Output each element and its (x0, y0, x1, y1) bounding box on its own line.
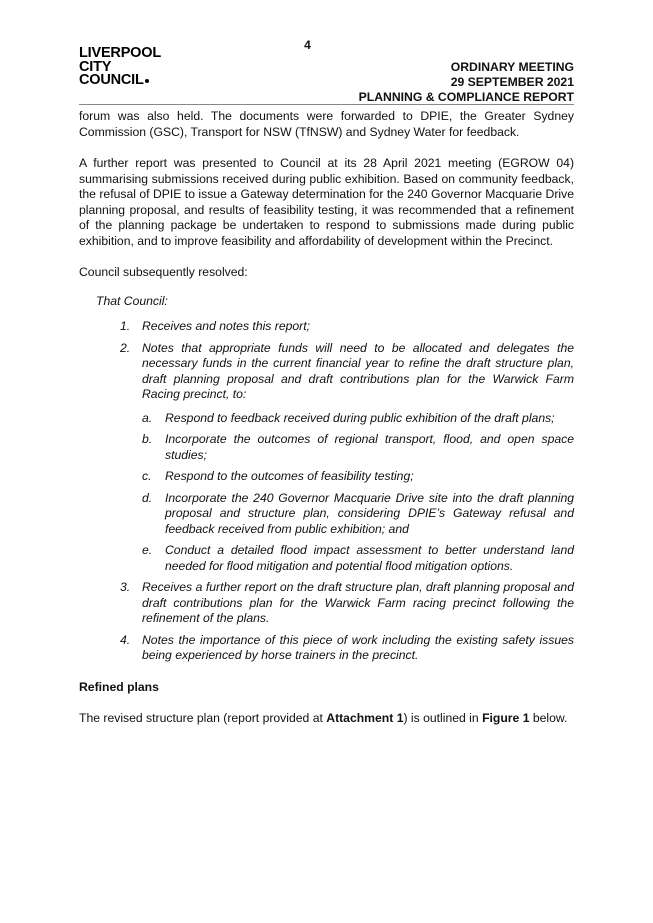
council-logo (79, 47, 161, 88)
sub-list-text: Conduct a detailed flood impact assessment to better understand land needed for flood mitigation and potential flood mitigation options. (165, 543, 574, 573)
sub-list-text: Respond to feedback received during public exhibition of the draft plans; (165, 410, 555, 425)
meeting-date: 29 SEPTEMBER 2021 (450, 75, 574, 89)
meeting-header (359, 60, 574, 105)
sub-list-text: Incorporate the 240 Governor Macquarie Drive site into the draft planning proposal and structure plan, considering DPIE’s Gateway refusal and feedback received from public exhibition; and (165, 490, 574, 536)
paragraph: A further report was presented to Council at its 28 April 2021 meeting (EGROW 04) summarising submissions received during public exhibition. Based on community feedback, the refusal of DPIE to issue a Gateway determination for the 240 Governor Macquarie Drive planning proposal, and results of feasibility testing, it was recommended that a refinement of the planning package be undertaken to respond to submissions made during public exhibition, and to improve feasibility and affordability of development within the Precinct. (79, 156, 574, 248)
sub-list-item (142, 469, 574, 485)
sub-list-item (142, 491, 574, 538)
document-body (79, 109, 574, 743)
list-number: 3. (120, 580, 131, 594)
list-number: 4. (120, 632, 131, 647)
sub-list-item (142, 543, 574, 574)
sub-list-letter: b. (142, 432, 153, 446)
sub-list (142, 411, 574, 575)
sub-list-item (142, 411, 574, 427)
sub-list-letter: d. (142, 490, 153, 505)
list-text: Notes the importance of this piece of work including the existing safety issues being experienced by horse trainers in the precinct. (142, 632, 574, 662)
logo-line: COUNCIL (79, 72, 144, 88)
list-text: Receives a further report on the draft structure plan, draft planning proposal and draft contributions plan for the Warwick Farm racing precinct following the refinement of the plans. (142, 580, 574, 625)
logo-line: LIVERPOOL (79, 45, 161, 61)
resolution-intro: That Council: (96, 293, 168, 308)
sub-list-letter: e. (142, 543, 153, 557)
meeting-type: ORDINARY MEETING (450, 60, 574, 74)
list-number: 2. (120, 340, 131, 355)
figure-reference: Figure 1 (482, 711, 530, 725)
logo-dot-icon (145, 79, 149, 83)
sub-list-text: Incorporate the outcomes of regional transport, flood, and open space studies; (165, 432, 574, 462)
list-text: Receives and notes this report; (142, 319, 311, 333)
text-run: below. (529, 711, 568, 725)
attachment-reference: Attachment 1 (326, 711, 404, 725)
sub-list-letter: c. (142, 469, 152, 483)
text-run: ) is outlined in (403, 711, 483, 725)
section-heading: Refined plans (79, 679, 159, 694)
report-type: PLANNING & COMPLIANCE REPORT (358, 90, 574, 104)
sub-list-letter: a. (142, 410, 153, 425)
resolution-list (79, 319, 574, 664)
list-text: Notes that appropriate funds will need to be allocated and delegates the necessary funds in the current financial year to refine the draft structure plan, draft planning proposal and draft contributions plan for the Warwick Farm Racing precinct, to: (142, 340, 574, 401)
text-run: The revised structure plan (report provided at (79, 711, 327, 725)
page-number: 4 (304, 38, 311, 52)
paragraph (79, 711, 574, 727)
paragraph: forum was also held. The documents were forwarded to DPIE, the Greater Sydney Commission (GSC), Transport for NSW (TfNSW) and Sydney Water for feedback. (79, 109, 574, 139)
list-item (79, 319, 574, 335)
list-item (79, 580, 574, 627)
logo-line: CITY (79, 58, 112, 75)
list-number: 1. (120, 319, 131, 333)
paragraph: Council subsequently resolved: (79, 265, 248, 279)
header-divider (79, 104, 574, 105)
list-item (79, 633, 574, 664)
sub-list-text: Respond to the outcomes of feasibility testing; (165, 469, 414, 483)
list-item (79, 341, 574, 575)
sub-list-item (142, 432, 574, 463)
